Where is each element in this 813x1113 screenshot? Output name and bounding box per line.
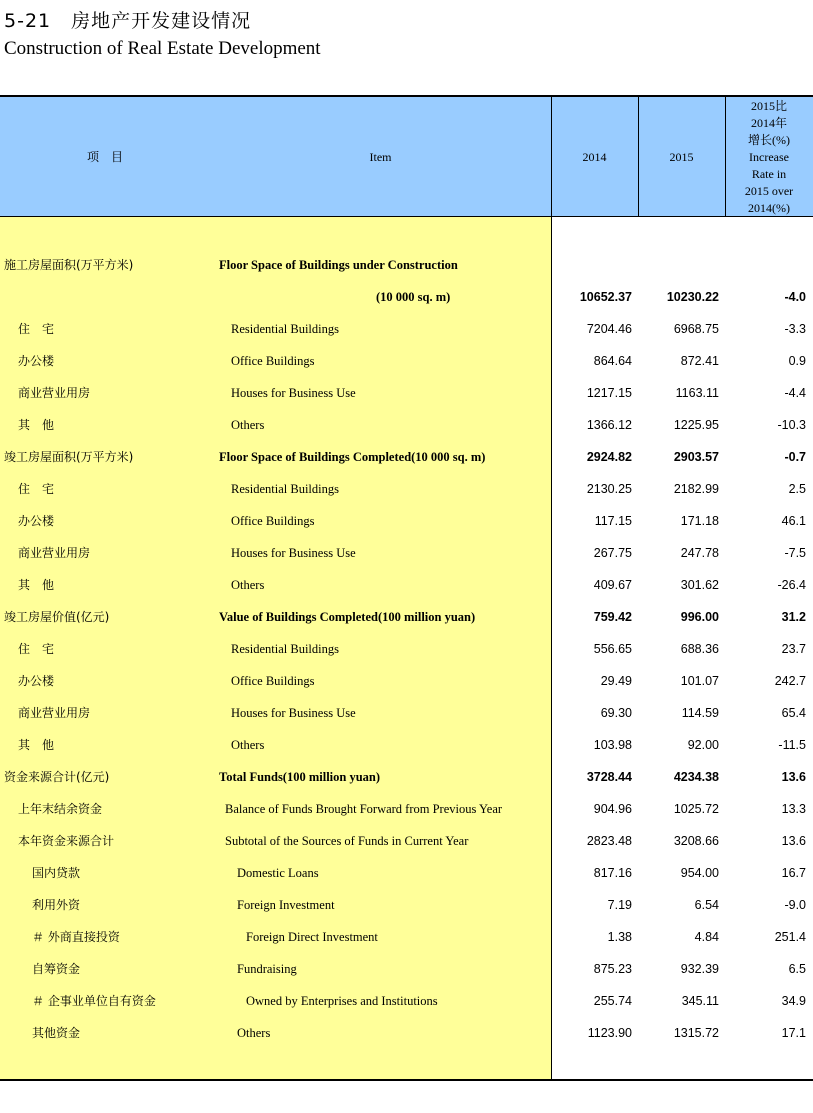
value-2015: 6.54 <box>694 898 719 912</box>
table-row <box>0 249 813 281</box>
header-growth-rate <box>725 97 813 217</box>
value-growth: -11.5 <box>778 738 806 752</box>
row-label-en: Others <box>237 1026 271 1040</box>
table-row <box>0 793 813 825</box>
value-growth: 34.9 <box>781 994 806 1008</box>
row-label-cn: 利用外资 <box>32 898 81 912</box>
value-growth: 242.7 <box>774 674 806 688</box>
row-label-cn: 资金来源合计(亿元) <box>4 770 110 784</box>
table-row <box>0 345 813 377</box>
row-label-en: Floor Space of Buildings under Construction <box>219 258 458 272</box>
value-2015: 1025.72 <box>673 802 719 816</box>
value-2014: 904.96 <box>593 802 632 816</box>
row-label-en: Owned by Enterprises and Institutions <box>246 994 438 1008</box>
table-row <box>0 985 813 1017</box>
value-2015: 2903.57 <box>673 450 719 464</box>
value-growth: 13.6 <box>781 834 806 848</box>
header-2014: 2014 <box>582 149 607 164</box>
value-2014: 2130.25 <box>586 482 632 496</box>
row-label-cn: 住 宅 <box>18 642 55 656</box>
table-row <box>0 665 813 697</box>
row-label-cn: 住 宅 <box>18 322 55 336</box>
row-label-en: Residential Buildings <box>231 322 339 336</box>
row-label-en: Others <box>231 578 265 592</box>
row-label-en: Subtotal of the Sources of Funds in Current Year <box>225 834 469 848</box>
row-label-en: Houses for Business Use <box>231 706 356 720</box>
table-row <box>0 825 813 857</box>
value-2014: 2924.82 <box>586 450 632 464</box>
row-label-en: Total Funds(100 million yuan) <box>219 770 381 784</box>
value-2014: 2823.48 <box>586 834 632 848</box>
value-2015: 114.59 <box>681 706 719 720</box>
value-2015: 301.62 <box>680 578 719 592</box>
header-growth-line: 2015 over <box>744 183 794 198</box>
table-row <box>0 441 813 473</box>
table-row <box>0 377 813 409</box>
row-label-cn: ＃ 企事业单位自有资金 <box>32 994 156 1008</box>
value-growth: 65.4 <box>781 706 806 720</box>
row-label-cn: 商业营业用房 <box>18 706 91 720</box>
row-label-en: Office Buildings <box>231 514 315 528</box>
table-row <box>0 729 813 761</box>
value-2015: 954.00 <box>680 866 719 880</box>
value-growth: 46.1 <box>781 514 806 528</box>
header-growth-line: Rate in <box>751 166 787 181</box>
value-2015: 688.36 <box>680 642 719 656</box>
value-growth: 16.7 <box>781 866 806 880</box>
table-row <box>0 953 813 985</box>
value-2014: 7.19 <box>607 898 632 912</box>
value-growth: 17.1 <box>781 1026 806 1040</box>
value-growth: -9.0 <box>784 898 806 912</box>
row-label-en: Residential Buildings <box>231 642 339 656</box>
row-label-cn: 本年资金来源合计 <box>18 834 115 848</box>
value-2015: 872.41 <box>680 354 719 368</box>
value-2014: 267.75 <box>593 546 632 560</box>
header-growth-line: 增长(%) <box>748 132 790 147</box>
value-2015: 10230.22 <box>666 290 719 304</box>
row-label-cn: 办公楼 <box>18 514 55 528</box>
value-2015: 345.11 <box>681 994 719 1008</box>
table-row <box>0 409 813 441</box>
value-2014: 1123.90 <box>587 1026 632 1040</box>
value-2015: 3208.66 <box>673 834 719 848</box>
value-2014: 255.74 <box>593 994 632 1008</box>
table-row <box>0 537 813 569</box>
value-growth: 251.4 <box>774 930 806 944</box>
value-2014: 759.42 <box>593 610 632 624</box>
row-label-cn: 办公楼 <box>18 354 55 368</box>
row-label-cn: 其 他 <box>18 418 55 432</box>
row-label-cn: ＃ 外商直接投资 <box>32 930 120 944</box>
value-growth: -4.0 <box>784 290 806 304</box>
value-2014: 875.23 <box>593 962 632 976</box>
table-row <box>0 473 813 505</box>
value-growth: 2.5 <box>788 482 806 496</box>
value-growth: 0.9 <box>788 354 806 368</box>
header-growth-line: Increase <box>749 149 789 164</box>
row-label-cn: 自筹资金 <box>32 962 81 976</box>
value-growth: 13.6 <box>781 770 806 784</box>
row-label-en: Foreign Direct Investment <box>246 930 378 944</box>
page-title-en: Construction of Real Estate Development <box>4 38 321 59</box>
value-2015: 932.39 <box>680 962 719 976</box>
row-label-cn: 国内贷款 <box>32 866 81 880</box>
value-2015: 1315.72 <box>673 1026 719 1040</box>
row-label-en: Others <box>231 738 265 752</box>
table-row <box>0 1017 813 1049</box>
value-growth: 13.3 <box>781 802 806 816</box>
row-label-cn: 上年末结余资金 <box>18 802 103 816</box>
value-growth: -26.4 <box>777 578 806 592</box>
header-growth-line: 2014(%) <box>748 200 790 215</box>
row-label-cn: 住 宅 <box>18 482 55 496</box>
table-header <box>0 95 813 217</box>
value-2014: 1366.12 <box>586 418 632 432</box>
value-growth: -10.3 <box>777 418 806 432</box>
value-2014: 1.38 <box>607 930 632 944</box>
table-row <box>0 857 813 889</box>
value-2015: 996.00 <box>680 610 719 624</box>
header-growth-line: 2015比 <box>750 98 787 113</box>
table-row <box>0 921 813 953</box>
column-divider <box>638 95 639 217</box>
value-2014: 817.16 <box>593 866 632 880</box>
table-bottom-rule <box>0 1079 813 1081</box>
value-2014: 409.67 <box>593 578 632 592</box>
value-2014: 556.65 <box>593 642 632 656</box>
value-2014: 103.98 <box>593 738 632 752</box>
value-2015: 4234.38 <box>673 770 719 784</box>
value-growth: -0.7 <box>784 450 806 464</box>
value-2015: 4.84 <box>694 930 719 944</box>
row-label-cn: 办公楼 <box>18 674 55 688</box>
row-label-en: Value of Buildings Completed(100 million yuan) <box>219 610 476 624</box>
table-row <box>0 601 813 633</box>
value-growth: 31.2 <box>781 610 806 624</box>
value-2014: 7204.46 <box>586 322 632 336</box>
table-row <box>0 505 813 537</box>
value-2014: 10652.37 <box>579 290 632 304</box>
value-2014 <box>553 249 632 281</box>
row-label-en: Houses for Business Use <box>231 386 356 400</box>
row-label-en: Domestic Loans <box>237 866 319 880</box>
value-2015: 171.18 <box>680 514 719 528</box>
value-growth <box>728 249 806 281</box>
row-label-cn: 其 他 <box>18 738 55 752</box>
row-label-cn: 其 他 <box>18 578 55 592</box>
table-row <box>0 569 813 601</box>
row-label-en: Others <box>231 418 265 432</box>
table-row <box>0 697 813 729</box>
value-growth: 23.7 <box>781 642 806 656</box>
value-growth: -3.3 <box>784 322 806 336</box>
value-2015 <box>640 249 719 281</box>
table-row <box>0 633 813 665</box>
value-2015: 1163.11 <box>675 386 719 400</box>
value-growth: -7.5 <box>784 546 806 560</box>
table-row <box>0 313 813 345</box>
header-2015: 2015 <box>669 149 694 164</box>
column-divider <box>725 95 726 217</box>
value-2014: 3728.44 <box>586 770 632 784</box>
row-label-en: Houses for Business Use <box>231 546 356 560</box>
header-item-cn: 项 目 <box>86 149 123 164</box>
table-row <box>0 281 813 313</box>
row-label-en: (10 000 sq. m) <box>376 290 451 304</box>
value-2014: 864.64 <box>593 354 632 368</box>
value-2015: 6968.75 <box>673 322 719 336</box>
value-2014: 117.15 <box>594 514 632 528</box>
value-growth: 6.5 <box>788 962 806 976</box>
header-growth-line: 2014年 <box>750 115 787 130</box>
row-label-cn: 商业营业用房 <box>18 386 91 400</box>
page-title-cn: 5-21 房地产开发建设情况 <box>4 10 252 32</box>
value-2015: 92.00 <box>687 738 719 752</box>
row-label-en: Residential Buildings <box>231 482 339 496</box>
value-growth: -4.4 <box>784 386 806 400</box>
row-label-en: Balance of Funds Brought Forward from Previous Year <box>225 802 503 816</box>
value-2015: 101.07 <box>680 674 719 688</box>
data-table <box>0 95 813 1081</box>
value-2014: 1217.15 <box>586 386 632 400</box>
value-2014: 29.49 <box>600 674 632 688</box>
header-item-en: Item <box>369 149 392 164</box>
row-label-cn: 竣工房屋面积(万平方米) <box>4 450 134 464</box>
row-label-en: Foreign Investment <box>237 898 335 912</box>
value-2015: 2182.99 <box>673 482 719 496</box>
value-2014: 69.30 <box>600 706 632 720</box>
row-label-cn: 施工房屋面积(万平方米) <box>4 258 134 272</box>
row-label-en: Fundraising <box>237 962 297 976</box>
row-label-en: Office Buildings <box>231 354 315 368</box>
row-label-cn: 竣工房屋价值(亿元) <box>4 610 110 624</box>
row-label-cn: 商业营业用房 <box>18 546 91 560</box>
value-2015: 247.78 <box>680 546 719 560</box>
value-2015: 1225.95 <box>673 418 719 432</box>
row-label-en: Floor Space of Buildings Completed(10 000 sq. m) <box>219 450 486 464</box>
row-label-cn: 其他资金 <box>32 1026 81 1040</box>
table-row <box>0 889 813 921</box>
row-label-en: Office Buildings <box>231 674 315 688</box>
table-row <box>0 761 813 793</box>
